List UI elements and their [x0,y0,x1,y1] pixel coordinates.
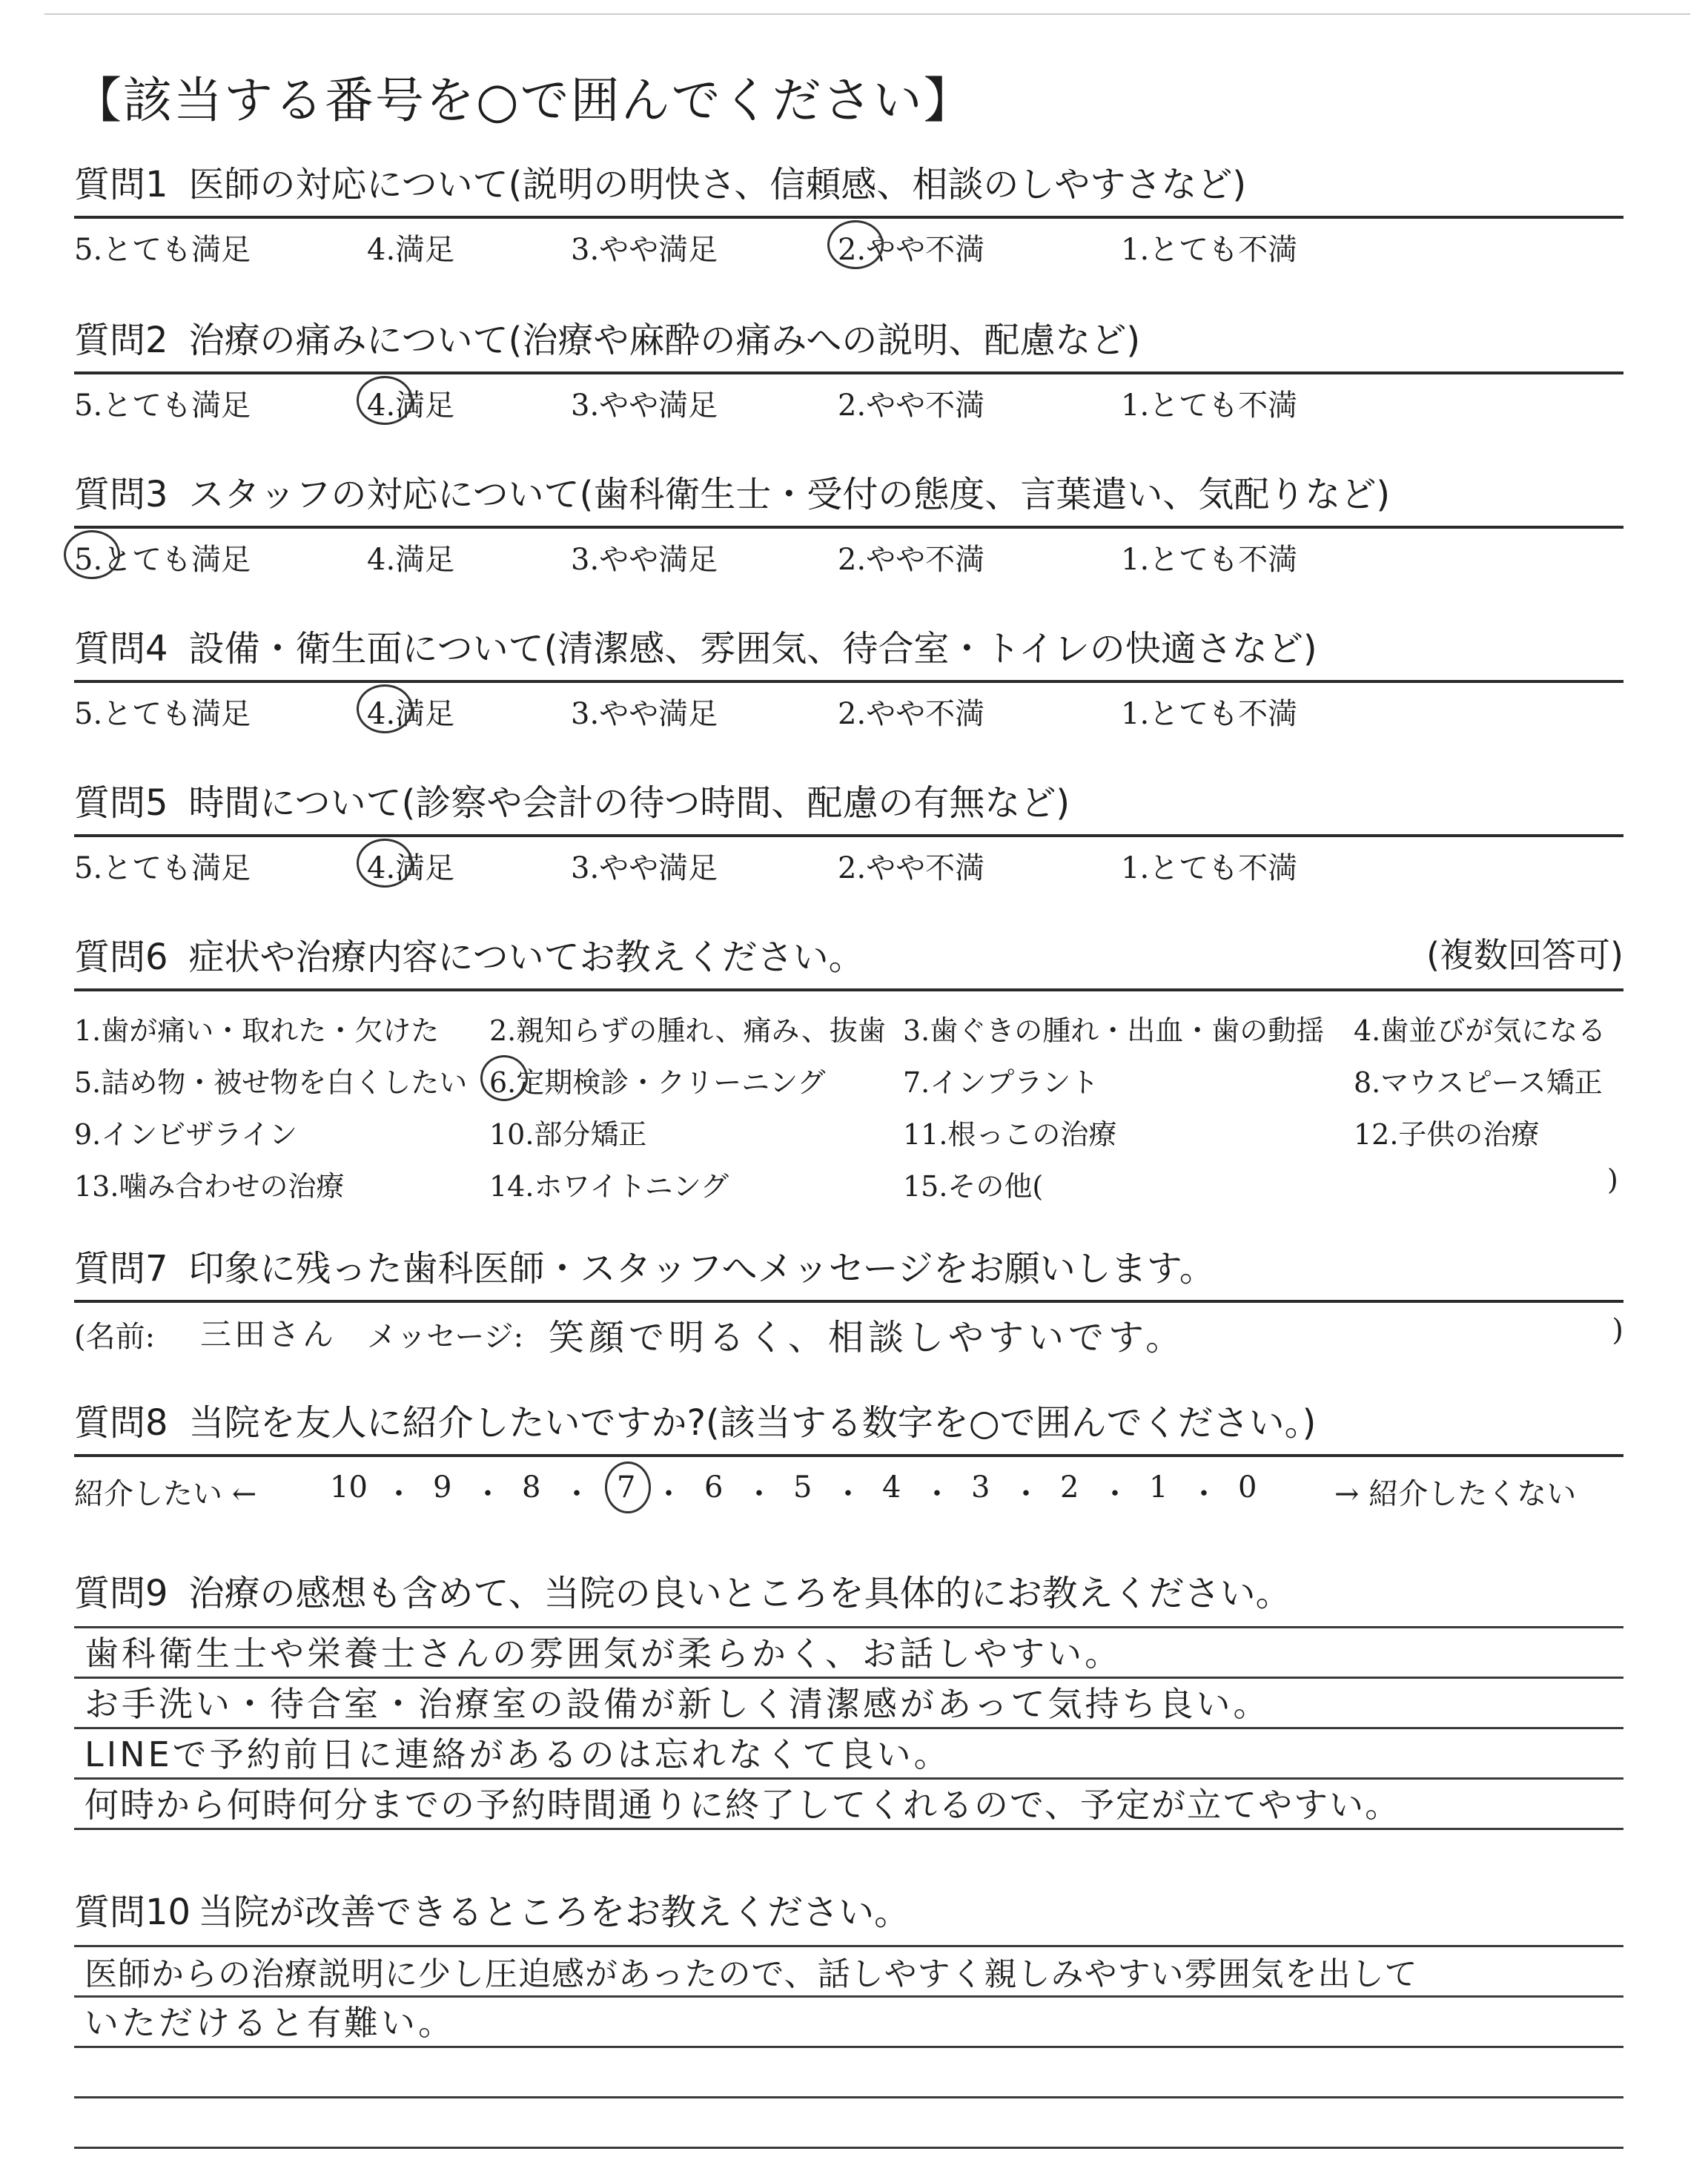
option-1[interactable]: 1.とても不満 [1121,233,1298,267]
option-3[interactable]: 3.やや満足 [571,697,718,731]
question-text: 症状や治療内容についてお教えください。 [188,937,864,978]
page-title: 【該当する番号を○で囲んでください】 [73,72,974,129]
scale-dot: ・ [473,1477,503,1511]
option-2[interactable]: 2.やや不満 [838,226,984,268]
option-item[interactable]: 12.子供の治療 [1354,1118,1540,1151]
option-4[interactable]: 4.満足 [367,690,454,733]
scale-number-selected[interactable]: 7 [617,1470,636,1505]
answer-text: 医師からの治療説明に少し圧迫感があったので、話しやすく親しみやすい雰囲気を出して [85,1955,1418,1993]
option-item[interactable]: 13.噛み合わせの治療 [74,1170,345,1203]
message-label: メッセージ: [367,1320,524,1354]
question-10 [74,1883,1623,2149]
scale-number[interactable]: 6 [704,1470,724,1505]
option-item[interactable]: 14.ホワイトニング [489,1170,729,1203]
question-6 [74,928,1623,1206]
scale-number[interactable]: 9 [433,1470,452,1505]
question-text: 当院を友人に紹介したいですか?(該当する数字を○で囲んでください。) [188,1402,1317,1444]
option-item[interactable]: 3.歯ぐきの腫れ・出血・歯の動揺 [903,1014,1325,1047]
option-1[interactable]: 1.とても不満 [1121,389,1298,423]
symptom-options [74,991,1623,1206]
question-number: 質問9 [74,1573,168,1614]
scale-left-label: 紹介したい ← [74,1477,257,1511]
question-number: 質問6 [74,937,168,978]
scale-number[interactable]: 4 [882,1470,901,1505]
question-text: 時間について(診察や会計の待つ時間、配慮の有無など) [188,782,1070,824]
option-item[interactable]: 1.歯が痛い・取れた・欠けた [74,1014,440,1047]
answer-text: LINEで予約前日に連絡があるのは忘れなくて良い。 [85,1734,951,1774]
scale-dot: ・ [922,1477,952,1511]
answer-line[interactable] [74,2098,1623,2149]
option-item[interactable]: 11.根っこの治療 [903,1118,1117,1151]
question-number: 質問7 [74,1248,168,1289]
rating-options [74,837,1623,885]
question-text: 治療の痛みについて(治療や麻酔の痛みへの説明、配慮など) [188,320,1141,361]
option-4[interactable]: 4.満足 [367,845,454,887]
answer-text: いただけると有難い。 [85,2003,455,2043]
answer-text: お手洗い・待合室・治療室の設備が新しく清潔感があって気持ち良い。 [85,1684,1271,1724]
option-5[interactable]: 5.とても満足 [74,536,251,578]
answer-text: 何時から何時何分までの予約時間通りに終了してくれるので、予定が立てやすい。 [85,1785,1401,1825]
option-item[interactable]: 9.インビザライン [74,1118,298,1151]
option-4[interactable]: 4.満足 [367,543,455,577]
question-title [74,1240,1623,1291]
option-item[interactable]: 4.歯並びが気になる [1354,1014,1606,1047]
scale-dot: ・ [1011,1477,1041,1511]
option-5[interactable]: 5.とても満足 [74,233,251,267]
question-8 [74,1394,1623,1509]
question-number: 質問5 [74,782,168,824]
question-7 [74,1240,1623,1358]
question-4 [74,620,1623,731]
question-title [74,466,1623,517]
question-number: 質問1 [74,164,168,205]
recommend-scale [74,1457,1623,1509]
scale-dot: ・ [1189,1477,1219,1511]
option-3[interactable]: 3.やや満足 [571,389,718,423]
question-text: 設備・衛生面について(清潔感、雰囲気、待合室・トイレの快適さなど) [188,628,1317,670]
option-item[interactable]: 8.マウスピース矯正 [1354,1066,1603,1099]
scale-dot: ・ [384,1477,414,1511]
option-1[interactable]: 1.とても不満 [1121,697,1298,731]
question-number: 質問8 [74,1402,168,1444]
option-2[interactable]: 2.やや不満 [838,543,985,577]
scale-right-label: → 紹介したくない [1334,1477,1577,1511]
question-title [74,774,1623,825]
option-4[interactable]: 4.満足 [367,233,455,267]
option-4[interactable]: 4.満足 [367,382,454,424]
scale-number[interactable]: 2 [1060,1470,1079,1505]
name-value[interactable]: 三田さん [200,1316,337,1353]
option-5[interactable]: 5.とても満足 [74,697,251,731]
option-5[interactable]: 5.とても満足 [74,851,251,885]
option-3[interactable]: 3.やや満足 [571,851,718,885]
message-line [74,1303,1623,1358]
question-text: スタッフの対応について(歯科衛生士・受付の態度、言葉遣い、気配りなど) [188,474,1391,515]
option-5[interactable]: 5.とても満足 [74,389,251,423]
rating-options [74,529,1623,577]
option-2[interactable]: 2.やや不満 [838,851,985,885]
question-title [74,311,1623,363]
scale-dot: ・ [833,1477,863,1511]
close-paren: ) [1607,1163,1618,1196]
answer-line[interactable] [74,1628,1623,1679]
option-3[interactable]: 3.やや満足 [571,543,718,577]
scale-number[interactable]: 0 [1238,1470,1257,1505]
question-title [74,928,1623,980]
question-text: 当院が改善できるところをお教えください。 [198,1892,910,1933]
question-2 [74,311,1623,423]
option-item-selected[interactable]: 6.定期検診・クリーニング [489,1060,826,1100]
option-2[interactable]: 2.やや不満 [838,389,985,423]
scale-number[interactable]: 8 [522,1470,541,1505]
question-number: 質問4 [74,628,168,670]
scale-dot: ・ [744,1477,774,1511]
question-title [74,156,1623,207]
question-5 [74,774,1623,885]
option-1[interactable]: 1.とても不満 [1121,543,1298,577]
question-title [74,1394,1623,1445]
option-item[interactable]: 15.その他( [903,1170,1044,1203]
scale-dot: ・ [1100,1477,1130,1511]
question-number: 質問2 [74,320,168,361]
name-label: (名前: [74,1320,156,1354]
answer-line[interactable] [74,1947,1623,1998]
answer-line[interactable] [74,1679,1623,1729]
answer-line[interactable] [74,1998,1623,2048]
answer-line[interactable] [74,2048,1623,2098]
question-1 [74,156,1623,267]
option-3[interactable]: 3.やや満足 [571,233,718,267]
multiple-answers-note: (複数回答可) [1426,935,1623,975]
option-item[interactable]: 10.部分矯正 [489,1118,647,1151]
scale-number[interactable]: 5 [793,1470,812,1505]
scale-number[interactable]: 1 [1149,1470,1168,1505]
option-2[interactable]: 2.やや不満 [838,697,985,731]
scale-number[interactable]: 10 [330,1470,368,1505]
option-item[interactable]: 7.インプラント [903,1066,1099,1099]
top-border [44,13,1690,15]
scale-number[interactable]: 3 [971,1470,990,1505]
rating-options [74,374,1623,423]
question-3 [74,466,1623,577]
answer-line[interactable] [74,1780,1623,1830]
answer-line[interactable] [74,1729,1623,1780]
rating-options [74,683,1623,731]
option-item[interactable]: 5.詰め物・被せ物を白くしたい [74,1066,468,1099]
question-text: 印象に残った歯科医師・スタッフへメッセージをお願いします。 [188,1248,1215,1289]
question-title [74,1883,1623,1935]
message-value[interactable]: 笑顔で明るく、相談しやすいです。 [549,1317,1186,1358]
question-9 [74,1565,1623,1830]
question-title [74,1565,1623,1616]
option-item[interactable]: 2.親知らずの腫れ、痛み、抜歯 [489,1014,886,1047]
option-1[interactable]: 1.とても不満 [1121,851,1298,885]
scale-dot: ・ [562,1477,592,1511]
rating-options [74,219,1623,267]
question-text: 医師の対応について(説明の明快さ、信頼感、相談のしやすさなど) [188,164,1247,205]
scale-dot: ・ [654,1477,683,1511]
question-number: 質問10 [74,1892,191,1933]
question-title [74,620,1623,671]
answer-text: 歯科衛生士や栄養士さんの雰囲気が柔らかく、お話しやすい。 [85,1634,1122,1674]
close-paren: ) [1612,1313,1623,1347]
question-number: 質問3 [74,474,168,515]
question-text: 治療の感想も含めて、当院の良いところを具体的にお教えください。 [188,1573,1291,1614]
